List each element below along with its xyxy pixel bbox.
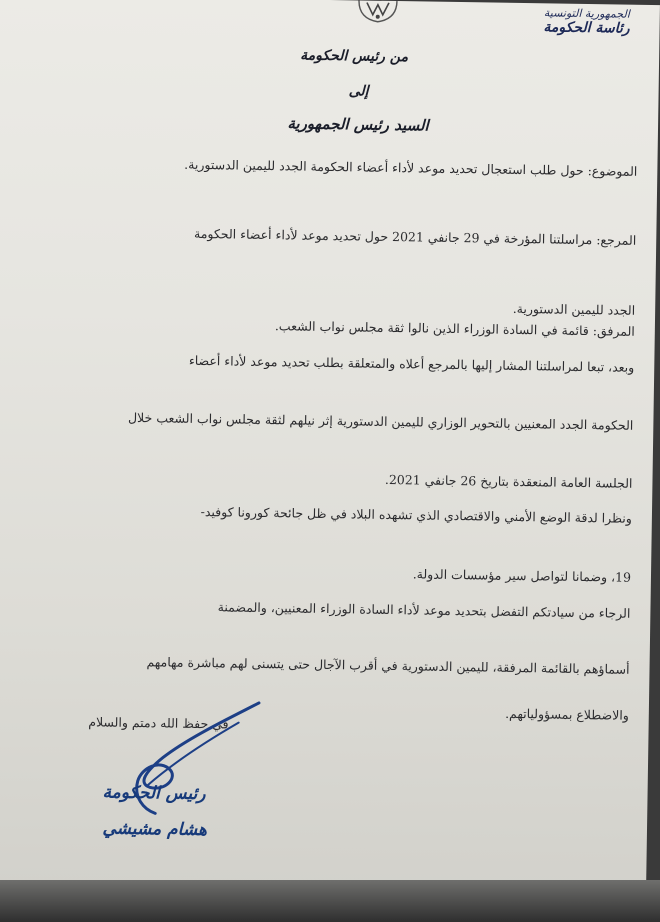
sender-line: من رئيس الحكومة [300,47,409,66]
state-emblem-icon [353,0,403,23]
body-line: أسماؤهم بالقائمة المرفقة، لليمين الدستورية في أقرب الآجال حتى يتسنى لهم مباشرة مهامهم [146,654,630,677]
body-line: ونظرا لدقة الوضع الأمني والاقتصادي الذي تشهده البلاد في ظل جائحة كورونا كوفيد- [200,504,633,526]
letterhead-line-1: الجمهورية التونسية [543,6,630,21]
subject-text: حول طلب استعجال تحديد موعد لأداء أعضاء الحكومة الجدد لليمين الدستورية. [184,156,584,179]
handwritten-signature-icon [107,697,279,840]
body-line: الرجاء من سيادتكم التفضل بتحديد موعد لأداء السادة الوزراء المعنيين، والمضمنة [217,599,631,621]
subject-label: الموضوع: [587,163,638,179]
reference-text: مراسلتنا المؤرخة في 29 جانفي 2021 حول تحديد موعد لأداء أعضاء الحكومة [193,225,593,248]
attachment-label: المرفق: [592,323,635,339]
signatory-name: هشام مشيشي [102,818,208,841]
to-line: إلى [348,83,369,100]
letterhead-line-2: رئاسة الحكومة [543,19,630,37]
photo-edge-shadow [0,880,660,922]
attachment-text: قائمة في السادة الوزراء الذين نالوا ثقة مجلس نواب الشعب. [274,318,589,339]
letterhead [543,5,630,36]
addressee-line: السيد رئيس الجمهورية [287,114,429,135]
body-line: الحكومة الجدد المعنيين بالتحوير الوزاري لليمين الدستورية إثر نيلهم لثقة مجلس نواب الشعب خلال [127,409,634,433]
subject-line [15,153,637,181]
reference-line-2: الجدد لليمين الدستورية. [512,300,636,318]
reference-line-1 [14,222,636,250]
signatory-title: رئيس الحكومة [102,782,206,805]
reference-label: المرجع: [596,232,637,248]
body-line: والاضطلاع بمسؤولياتهم. [505,705,629,723]
body-line: وبعد، تبعا لمراسلتنا المشار إليها بالمرجع أعلاه والمتعلقة بطلب تحديد موعد لأداء أعضاء [188,352,635,375]
body-line: الجلسة العامة المنعقدة بتاريخ 26 جانفي 2021. [384,471,633,491]
body-line: 19، وضمانا لتواصل سير مؤسسات الدولة. [412,566,632,585]
closing-formula: في حفظ الله دمتم والسلام [88,714,229,732]
